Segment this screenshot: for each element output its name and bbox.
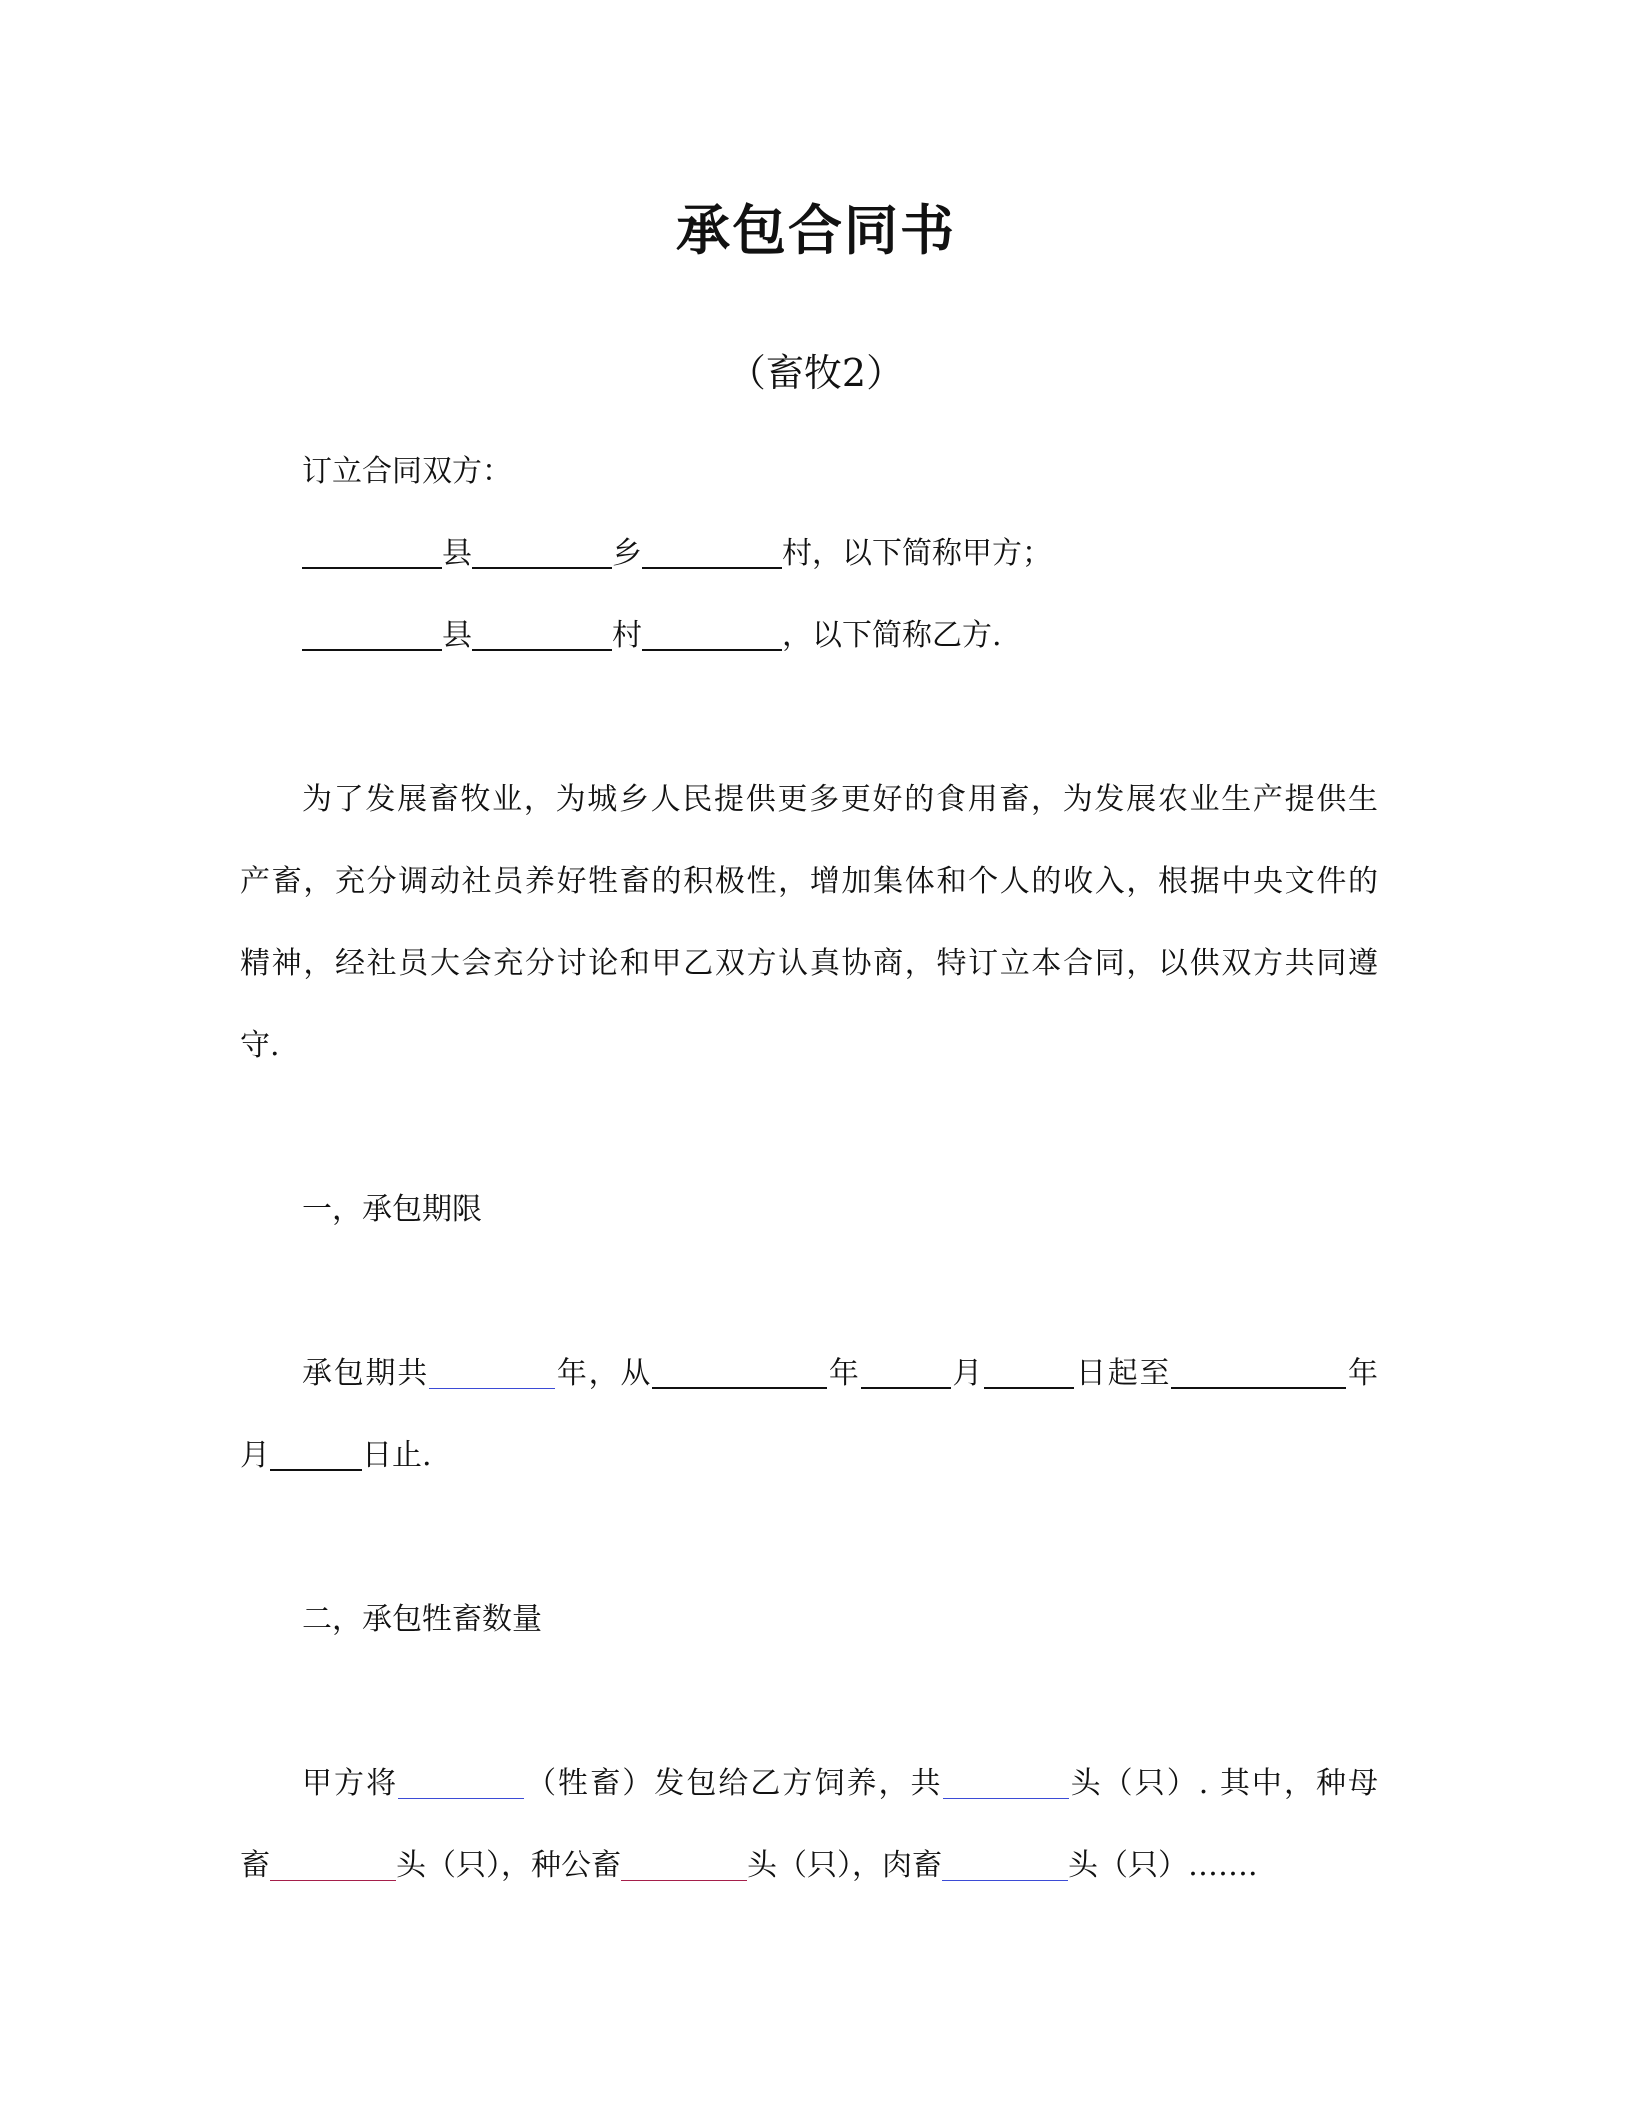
name-blank-b[interactable] [642,619,782,651]
term-text-h: 日止. [362,1438,432,1473]
start-year-blank[interactable] [652,1357,827,1389]
township-blank-a[interactable] [472,537,612,569]
party-a-word-3: 村，以下简称甲方； [782,536,1052,571]
breeding-male-blank[interactable] [621,1850,747,1881]
livestock-text-c: 头（只）. 其中，种母 [1068,1766,1379,1801]
party-b-word-1: 县 [442,618,472,653]
party-b-word-3: ，以下简称乙方. [782,618,1002,653]
section-2-heading: 二，承包牲畜数量 [302,1602,542,1637]
total-heads-blank[interactable] [943,1768,1069,1799]
intro-line-3: 精神，经社员大会充分讨论和甲乙双方认真协商，特订立本合同，以供双方共同遵 [240,946,1378,981]
end-year-blank[interactable] [1171,1357,1346,1389]
party-a-word-2: 乡 [612,536,642,571]
breeding-female-blank[interactable] [270,1850,396,1881]
meat-livestock-blank[interactable] [942,1850,1068,1881]
party-a-word-1: 县 [442,536,472,571]
livestock-text-f: 头（只），肉畜 [747,1848,942,1883]
party-b-line [302,616,1002,656]
intro-line-2: 产畜，充分调动社员养好牲畜的积极性，增加集体和个人的收入，根据中央文件的 [240,864,1378,899]
county-blank-b[interactable] [302,619,442,651]
document-title: 承包合同书 [676,199,956,262]
start-month-blank[interactable] [861,1357,951,1389]
intro-line-4: 守. [240,1028,280,1063]
livestock-text-a: 甲方将 [302,1766,399,1801]
end-month-day-blank[interactable] [270,1439,362,1471]
term-text-e: 日起至 [1074,1356,1172,1391]
livestock-text-d: 畜 [240,1848,270,1883]
term-text-b: 年，从 [555,1356,653,1391]
party-a-line [302,534,1052,574]
intro-line-1: 为了发展畜牧业，为城乡人民提供更多更好的食用畜，为发展农业生产提供生 [302,782,1378,817]
term-line-2 [240,1436,432,1476]
party-b-word-2: 村 [612,618,642,653]
livestock-type-blank[interactable] [398,1768,524,1799]
livestock-text-b: （牲畜）发包给乙方饲养，共 [524,1766,943,1801]
livestock-text-e: 头（只），种公畜 [396,1848,621,1883]
village-blank-b[interactable] [472,619,612,651]
parties-heading: 订立合同双方： [302,454,512,489]
term-line-1 [302,1354,1378,1394]
term-text-c: 年 [827,1356,861,1391]
livestock-line-1 [302,1764,1378,1804]
term-text-g: 月 [240,1438,270,1473]
village-blank-a[interactable] [642,537,782,569]
term-text-f: 年 [1346,1356,1379,1391]
start-day-blank[interactable] [984,1357,1074,1389]
livestock-line-2 [240,1846,1258,1886]
county-blank-a[interactable] [302,537,442,569]
section-1-heading: 一，承包期限 [302,1192,482,1227]
term-text-d: 月 [950,1356,985,1391]
livestock-text-g: 头（只）……. [1068,1848,1258,1883]
term-years-blank[interactable] [429,1358,555,1389]
document-subtitle: （畜牧2） [727,351,905,395]
term-text-a: 承包期共 [302,1356,430,1391]
